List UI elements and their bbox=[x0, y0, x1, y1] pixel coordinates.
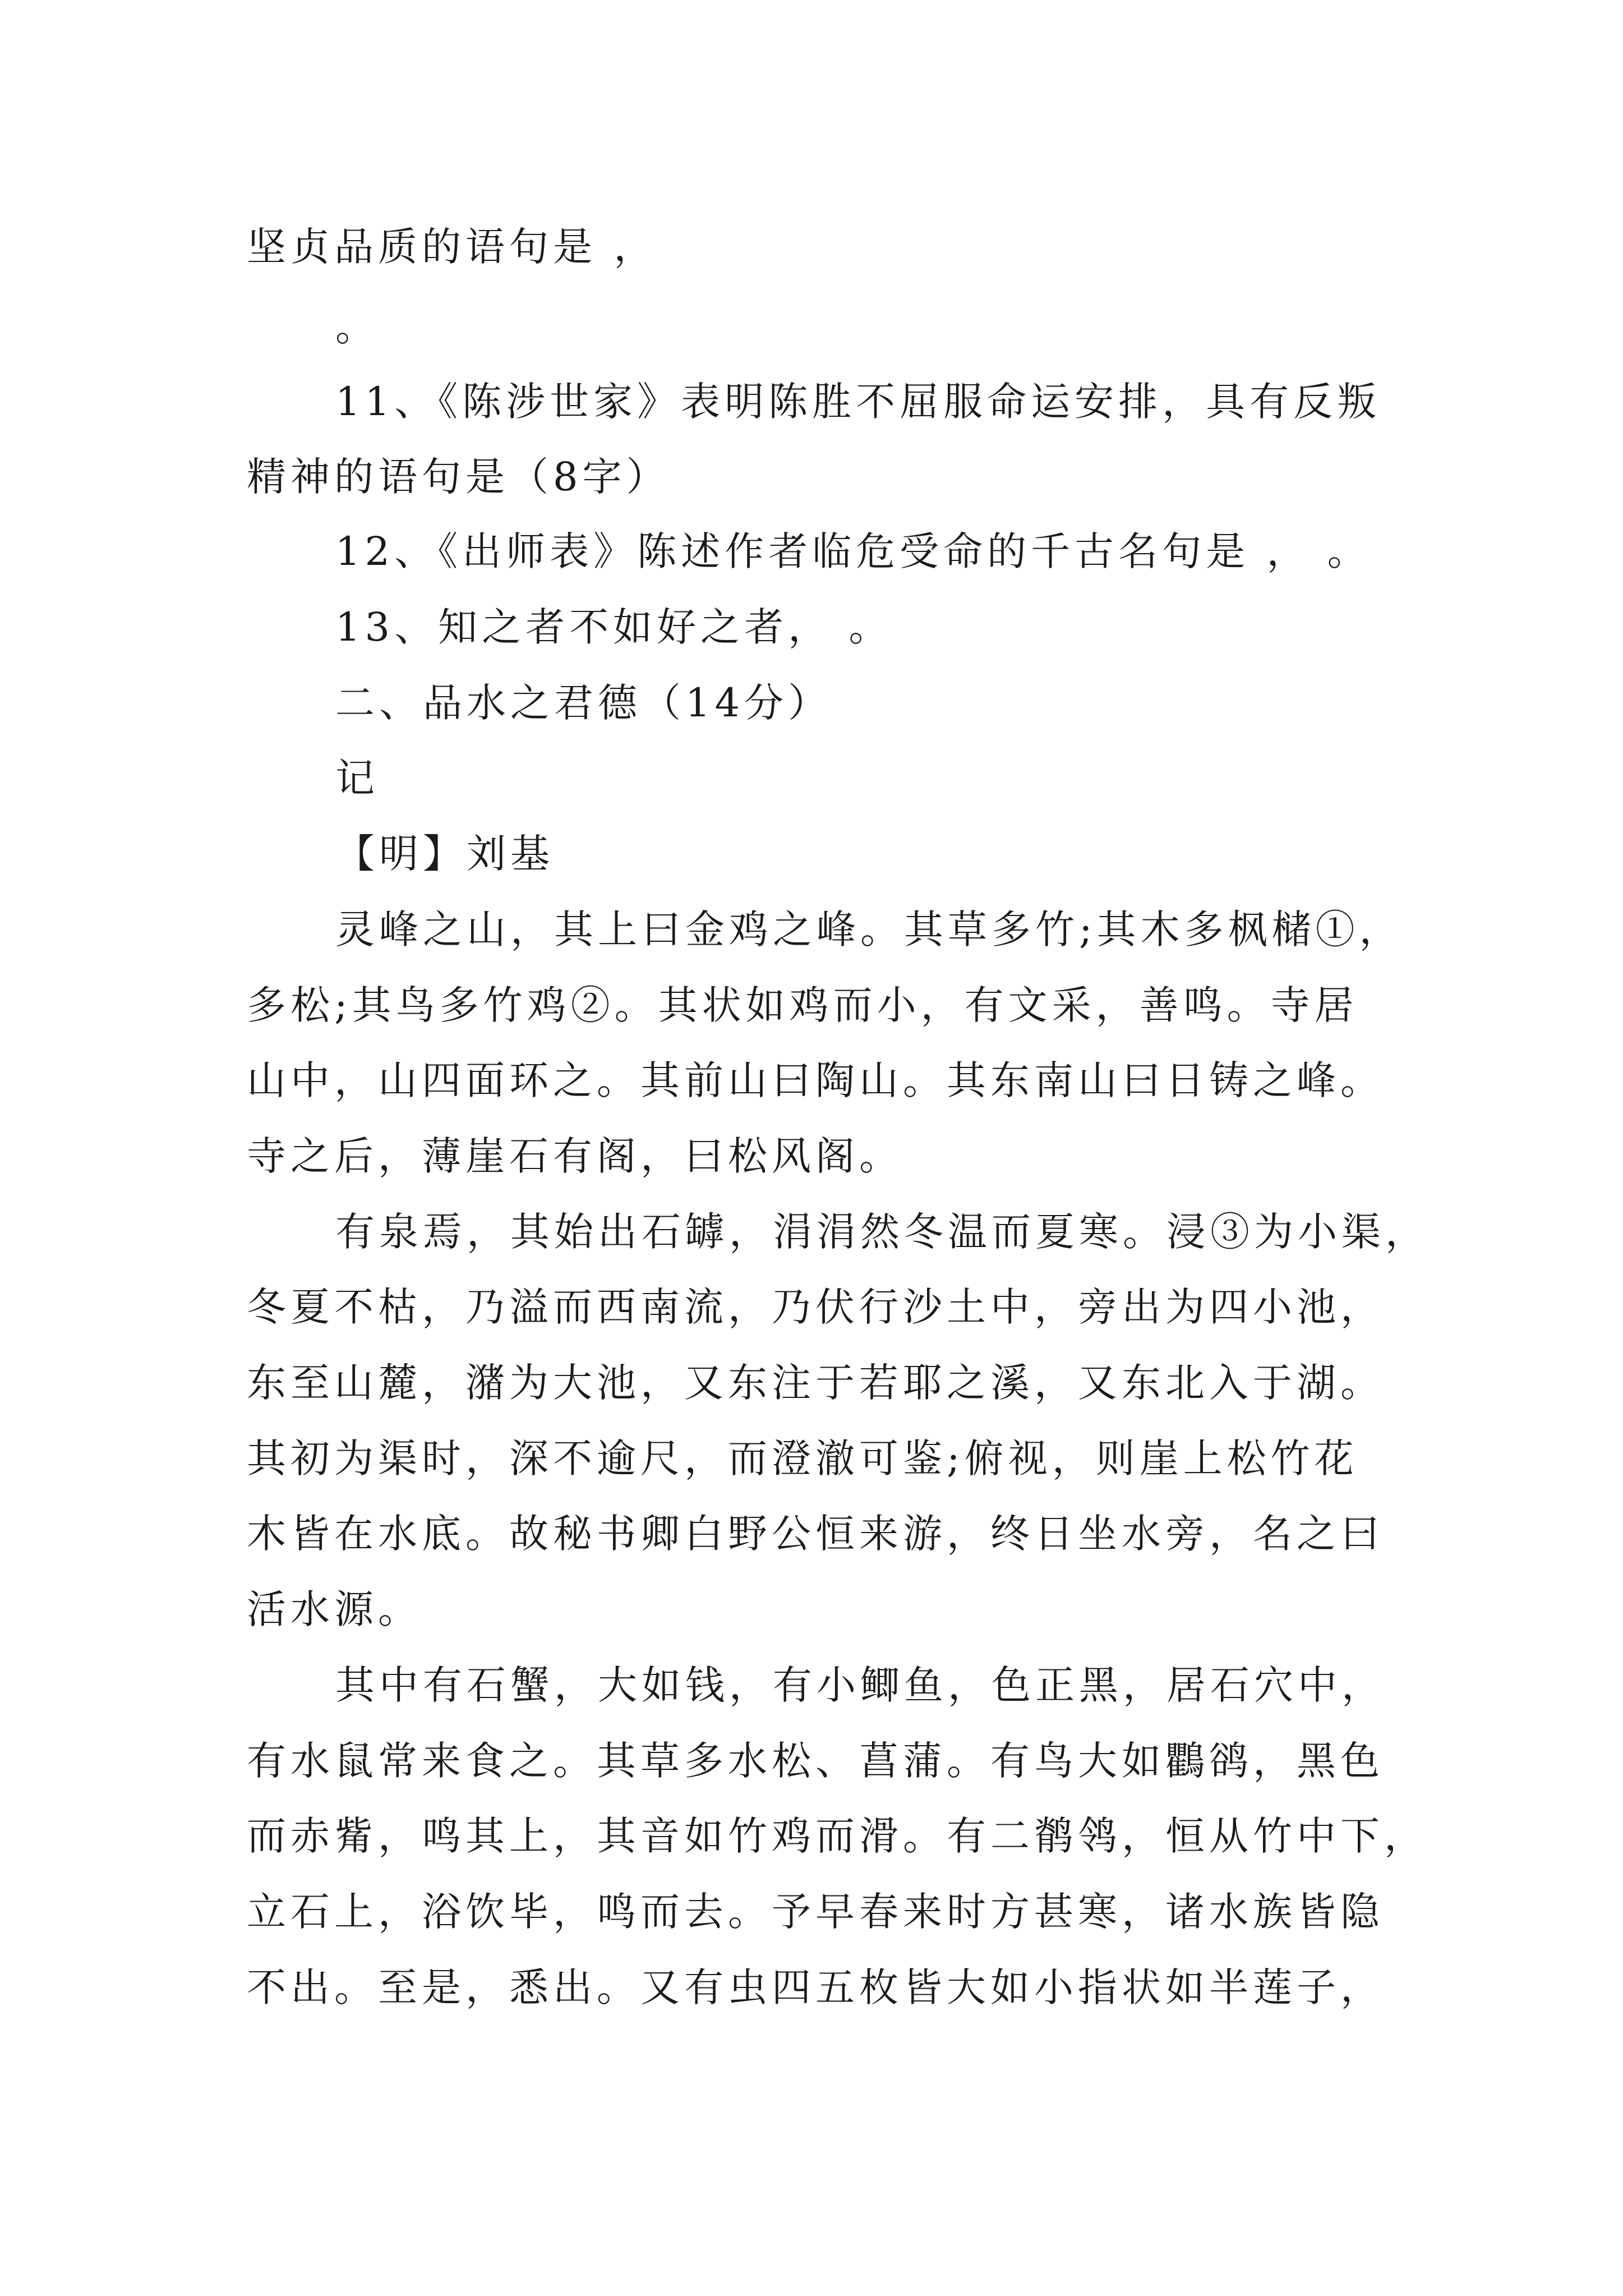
question-11-line-2: 精神的语句是（8字） bbox=[247, 454, 670, 500]
question-11-line-1: 11、《陈涉世家》表明陈胜不屈服命运安排，具有反叛 bbox=[335, 379, 1381, 425]
paragraph-3-line: 不出。至是，悉出。又有虫四五枚皆大如小指状如半莲子， bbox=[247, 1964, 1384, 2010]
paragraph-3-line: 有水鼠常来食之。其草多水松、菖蒲。有鸟大如鸜鹆，黑色 bbox=[247, 1738, 1384, 1784]
paragraph-2-line: 有泉焉，其始出石罅，涓涓然冬温而夏寒。浸③为小渠， bbox=[335, 1209, 1429, 1255]
paragraph-2-line: 木皆在水底。故秘书卿白野公恒来游，终日坐水旁，名之曰 bbox=[247, 1511, 1384, 1557]
question-12: 12、《出师表》陈述作者临危受命的千古名句是 ， 。 bbox=[335, 528, 1371, 574]
paragraph-3-line: 其中有石蟹，大如钱，有小鲫鱼，色正黑，居石穴中， bbox=[335, 1662, 1385, 1708]
section-heading: 二、品水之君德（14分） bbox=[335, 680, 832, 726]
paragraph-2-line: 东至山麓，潴为大池，又东注于若耶之溪，又东北入于湖。 bbox=[247, 1360, 1384, 1406]
paragraph-2-line: 其初为渠时，深不逾尺，而澄澈可鉴;俯视，则崖上松竹花 bbox=[247, 1435, 1358, 1481]
passage-author: 【明】刘基 bbox=[335, 831, 554, 877]
paragraph-1-line: 寺之后，薄崖石有阁，曰松风阁。 bbox=[247, 1133, 903, 1179]
paragraph-3-line: 而赤觜，鸣其上，其音如竹鸡而滑。有二鹡鸰，恒从竹中下， bbox=[247, 1813, 1428, 1859]
paragraph-2-line: 活水源。 bbox=[247, 1586, 422, 1632]
question-10-answer-end: 。 bbox=[335, 304, 379, 350]
paragraph-1-line: 山中，山四面环之。其前山曰陶山。其东南山曰日铸之峰。 bbox=[247, 1057, 1384, 1103]
paragraph-2-line: 冬夏不枯，乃溢而西南流，乃伏行沙土中，旁出为四小池， bbox=[247, 1284, 1384, 1330]
paragraph-1-line: 多松;其鸟多竹鸡②。其状如鸡而小，有文采，善鸣。寺居 bbox=[247, 982, 1358, 1028]
question-13: 13、知之者不如好之者， 。 bbox=[335, 604, 893, 650]
passage-title: 记 bbox=[335, 755, 379, 801]
paragraph-3-line: 立石上，浴饮毕，鸣而去。予早春来时方甚寒，诸水族皆隐 bbox=[247, 1889, 1384, 1935]
question-10-continuation-line: 坚贞品质的语句是 ， bbox=[247, 224, 658, 270]
paragraph-1-line: 灵峰之山，其上曰金鸡之峰。其草多竹;其木多枫槠①， bbox=[335, 907, 1403, 953]
